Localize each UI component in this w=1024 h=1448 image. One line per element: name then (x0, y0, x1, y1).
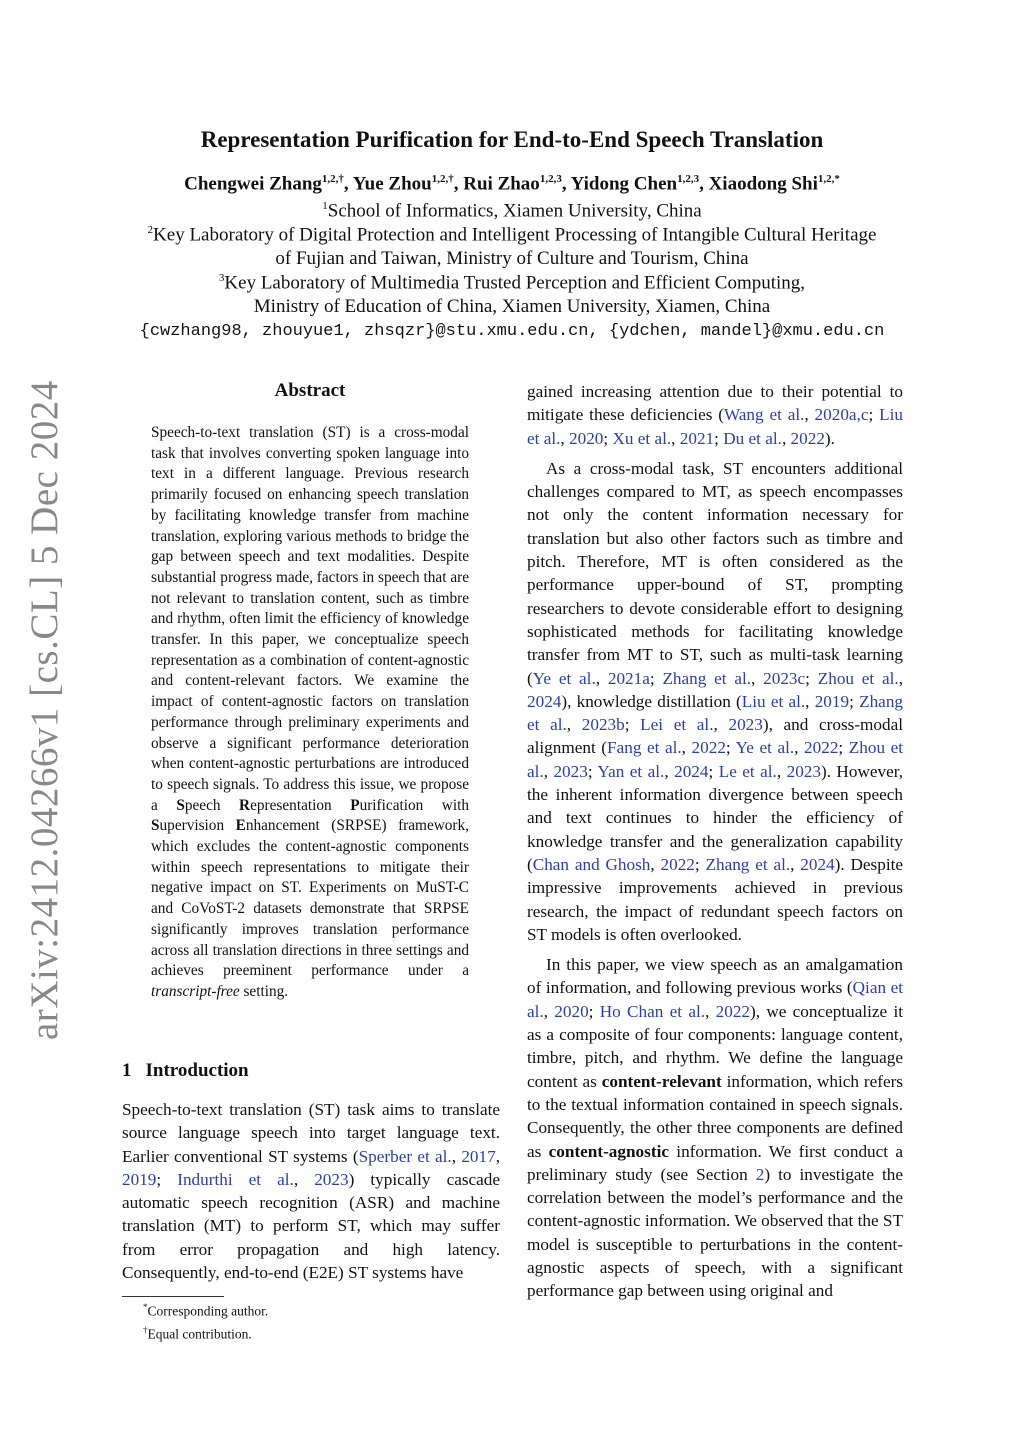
author-name: Yue Zhou (352, 173, 432, 195)
citation-link[interactable]: Chan and Ghosh (532, 854, 651, 874)
body-text: ) to investigate the correlation between the model’s performance and the content-agnostic information. We observed that the ST model is susceptible to perturbations in the content-agnostic aspects of speech, with a significant performance gap between using original and (527, 1164, 903, 1301)
citation-link[interactable]: 2023 (786, 761, 821, 781)
abstract-text: setting. (239, 982, 289, 1000)
body-text: , (805, 691, 815, 711)
body-text: ; (588, 1001, 600, 1021)
acronym-letter: R (239, 796, 251, 814)
footnote-divider (122, 1296, 224, 1297)
body-text: , (751, 668, 764, 688)
body-text: , (293, 1169, 315, 1189)
body-text: ; (156, 1169, 178, 1189)
affiliation-text: Key Laboratory of Digital Protection and Intelligent Processing of Intangible Cultural Heritage (153, 224, 877, 246)
citation-link[interactable]: 2024 (800, 854, 835, 874)
citation-link[interactable]: 2022 (790, 428, 825, 448)
footnote-text: Corresponding author. (147, 1303, 269, 1319)
body-text: , (671, 428, 680, 448)
abstract-text: epresentation (250, 796, 351, 814)
body-text: information, which refers to the textual information contained in speech signals. Consequently, the other three components are defined as (527, 1071, 903, 1161)
body-text: ) typically cascade automatic speech recognition (ASR) and machine translation (MT) to perform ST, which may suffer from error propagation and high latency. Consequently, end-to-end (E2E) ST systems have (122, 1169, 500, 1283)
abstract-text: nhancement (SRPSE) framework, which excludes the content-agnostic components within speech representations to mitigate their negative impact on ST. Experiments on MuST-C and CoVoST-2 datasets demonstrate that SRPSE significantly improves translation performance across all translation directions in three settings and achieves preeminent performance under a (151, 817, 470, 980)
citation-link[interactable]: 2020 (569, 428, 604, 448)
citation-link[interactable]: 2024 (674, 761, 709, 781)
section-link[interactable]: 2 (755, 1164, 765, 1184)
body-text: , (713, 715, 729, 735)
citation-link[interactable]: 2019 (814, 691, 850, 711)
body-text: , (451, 1146, 462, 1166)
body-text: , (495, 1146, 500, 1166)
citation-link[interactable]: 2022 (691, 738, 726, 758)
acronym-letter: S (151, 817, 160, 835)
affiliation-3-line-1 (0, 272, 1024, 294)
footnote-equal (143, 1321, 268, 1344)
body-text: , (776, 761, 787, 781)
body-text: , (804, 405, 815, 425)
body-text: ; (603, 428, 613, 448)
right-column (527, 380, 903, 1303)
paragraph-cross-modal (527, 457, 903, 946)
body-text: ). However, the inherent information divergence between speech and text continues to hinder the efficiency of knowledge transfer and the generalization capability ( (527, 761, 904, 874)
section-heading-introduction (122, 1060, 249, 1082)
author-separator: , (561, 173, 571, 195)
bold-term: content-relevant (601, 1071, 722, 1091)
arxiv-side-stamp: arXiv:2412.04266v1 [cs.CL] 5 Dec 2024 (23, 380, 66, 1040)
author-affil-mark: 1,2,† (321, 173, 344, 185)
body-text: ; (649, 668, 663, 688)
paper-title: Representation Purification for End-to-End Speech Translation (200, 127, 824, 152)
acronym-letter: P (350, 796, 360, 814)
body-text: , (595, 668, 608, 688)
citation-link[interactable]: Yan et al. (597, 761, 665, 781)
author-list (0, 173, 1024, 195)
citation-link[interactable]: Le et al. (718, 761, 777, 781)
body-text: , (543, 761, 554, 781)
body-text: In this paper, we view speech as an amalgamation of information, and following previous works ( (527, 955, 903, 998)
body-text: As a cross-modal task, ST encounters additional challenges compared to MT, as speech encompasses not only the content information necessary for translation but also other factors such as timbre and pitch. Therefore, MT is often considered as the performance upper-bound of ST, prompting researchers to devote considerable effort to designing sophisticated methods for facilitating knowledge transfer from MT to ST, such as multi-task learning ( (527, 458, 903, 688)
affiliation-number: 3 (218, 272, 225, 284)
affiliation-1 (0, 200, 1024, 222)
abstract-body (151, 423, 469, 1003)
citation-link[interactable]: Du et al. (723, 428, 782, 448)
section-number: 1 (122, 1060, 132, 1081)
citation-link[interactable]: 2023 (314, 1169, 349, 1189)
citation-link[interactable]: 2020 (554, 1001, 589, 1021)
body-text: ). Despite impressive improvements achieved in previous research, the impact of redundant speech factors on ST models is often overlooked. (527, 854, 904, 944)
footnote-corresponding (143, 1298, 268, 1321)
body-text: , (566, 715, 582, 735)
bold-term: content-agnostic (548, 1141, 669, 1161)
citation-link[interactable]: Wang et al. (723, 405, 805, 425)
body-text: ; (694, 854, 706, 874)
author-affil-mark: 1,2,† (431, 173, 454, 185)
citation-link[interactable]: 2022 (660, 854, 695, 874)
abstract-text: urification with (359, 796, 470, 814)
body-text: , (790, 854, 801, 874)
body-text: , (560, 428, 569, 448)
body-text: , (794, 738, 805, 758)
body-text: , (664, 761, 675, 781)
body-text: Speech-to-text translation (ST) task aims to translate source language speech into target language text. Earlier conventional ST systems ( (122, 1100, 500, 1166)
body-text: ), and cross-modal alignment ( (527, 715, 904, 758)
affiliation-number: 2 (147, 224, 154, 236)
footnotes (143, 1298, 268, 1343)
affiliation-2-line-2: of Fujian and Taiwan, Ministry of Culture and Tourism, China (275, 248, 749, 269)
body-text: ; (708, 761, 719, 781)
affiliation-text: School of Informatics, Xiamen University, China (327, 200, 702, 222)
affiliation-2-line-1 (0, 224, 1024, 246)
body-text: , (650, 854, 661, 874)
affiliation-text: Key Laboratory of Multimedia Trusted Perception and Efficient Computing, (224, 272, 806, 294)
paragraph-continuation (527, 380, 903, 450)
body-text: ; (587, 761, 598, 781)
body-text: information. We first conduct a preliminary study (see Section (527, 1141, 904, 1184)
affiliation-number: 1 (322, 200, 328, 212)
author-separator: , (453, 173, 464, 195)
section-title: Introduction (145, 1060, 249, 1081)
affiliation-3-line-2: Ministry of Education of China, Xiamen University, Xiamen, China (253, 296, 771, 317)
body-text: ), knowledge distillation ( (561, 691, 742, 711)
body-text: , (705, 1001, 716, 1021)
citation-link[interactable]: 2024 (527, 691, 562, 711)
body-text: ; (624, 715, 641, 735)
author-affil-mark: 1,2,3 (677, 173, 700, 185)
citation-link[interactable]: 2022 (715, 1001, 751, 1021)
citation-link[interactable]: 2023 (553, 761, 588, 781)
author-name: Xiaodong Shi (708, 173, 818, 195)
citation-link[interactable]: 2017 (461, 1146, 496, 1166)
abstract-heading: Abstract (274, 380, 346, 401)
author-affil-mark: 1,2,* (817, 173, 840, 185)
acronym-letter: E (235, 817, 246, 835)
body-text: ; (714, 428, 724, 448)
citation-link[interactable]: Fang et al. (607, 738, 682, 758)
emphasis-text: transcript-free (151, 982, 240, 1000)
footnote-symbol: † (143, 1324, 148, 1335)
body-text: ). (824, 428, 835, 448)
author-name: Chengwei Zhang (184, 173, 322, 195)
citation-link[interactable]: Zhang et al. (705, 854, 791, 874)
body-text: ; (725, 738, 736, 758)
abstract-text: Speech-to-text translation (ST) is a cross-modal task that involves converting spoken language into text in a different language. Previous research primarily focused on enhancing speech translation by facilitating knowledge transfer from machine translation, exploring various methods to bridge the gap between speech and text modalities. Despite substantial progress made, factors in speech that are not relevant to translation content, such as timbre and rhythm, often limit the efficiency of knowledge transfer. In this paper, we conceptualize speech representation as a combination of content-agnostic and content-relevant factors. We examine the impact of content-agnostic factors on translation performance through preliminary experiments and observe a significant performance deterioration when content-agnostic perturbations are introduced to speech signals. To address this issue, we propose a (151, 424, 469, 814)
author-emails: {cwzhang98, zhouyue1, zhsqzr}@stu.xmu.edu.cn, {ydchen, mandel}@xmu.edu.cn (139, 322, 885, 341)
citation-link[interactable]: 2021a (607, 668, 650, 688)
body-text: , (681, 738, 692, 758)
citation-link[interactable]: Liu et al. (527, 405, 903, 448)
citation-link[interactable]: Lei et al. (640, 715, 714, 735)
body-text: ; (849, 691, 860, 711)
paragraph-this-paper (527, 953, 903, 1302)
body-text: ; (805, 668, 818, 688)
citation-link[interactable]: Ho Chan et al. (599, 1001, 706, 1021)
body-text: ; (838, 738, 849, 758)
citation-link[interactable]: 2020a,c (814, 405, 869, 425)
citation-link[interactable]: Zhou et al. (817, 668, 899, 688)
citation-link[interactable]: Zhang et al. (527, 691, 904, 735)
introduction-paragraph (122, 1098, 500, 1284)
abstract-text: peech (184, 796, 240, 814)
footnote-text: Equal contribution. (147, 1326, 252, 1341)
citation-link[interactable]: Zhou et al. (527, 738, 904, 781)
citation-link[interactable]: Ye et al. (532, 668, 596, 688)
citation-link[interactable]: Sperber et al. (358, 1146, 452, 1166)
acronym-letter: S (176, 796, 185, 814)
citation-link[interactable]: 2023b (581, 715, 625, 735)
citation-link[interactable]: 2022 (804, 738, 839, 758)
citation-link[interactable]: Xu et al. (612, 428, 672, 448)
citation-link[interactable]: 2019 (122, 1169, 157, 1189)
body-text: , (543, 1001, 555, 1021)
abstract-text: upervision (159, 817, 236, 835)
citation-link[interactable]: Liu et al. (741, 691, 806, 711)
author-separator: , (699, 173, 709, 195)
citation-link[interactable]: Ye et al. (735, 738, 795, 758)
author-affil-mark: 1,2,3 (539, 173, 562, 185)
citation-link[interactable]: 2021 (679, 428, 715, 448)
citation-link[interactable]: 2023 (728, 715, 763, 735)
body-text: ), we conceptualize it as a composite of four components: language content, timbre, pitch, and rhythm. We define the language content as (527, 1001, 903, 1091)
author-separator: , (343, 173, 353, 195)
citation-link[interactable]: Qian et al. (527, 978, 903, 1021)
citation-link[interactable]: 2023c (763, 668, 806, 688)
citation-link[interactable]: Zhang et al. (662, 668, 752, 688)
body-text: gained increasing attention due to their potential to mitigate these deficiencies ( (527, 382, 903, 425)
body-text: ; (868, 405, 880, 425)
author-name: Rui Zhao (463, 173, 540, 195)
citation-link[interactable]: Indurthi et al. (177, 1169, 294, 1189)
footnote-symbol: * (143, 1302, 148, 1312)
body-text: , (781, 428, 791, 448)
body-text: , (898, 668, 904, 688)
author-name: Yidong Chen (570, 173, 678, 195)
